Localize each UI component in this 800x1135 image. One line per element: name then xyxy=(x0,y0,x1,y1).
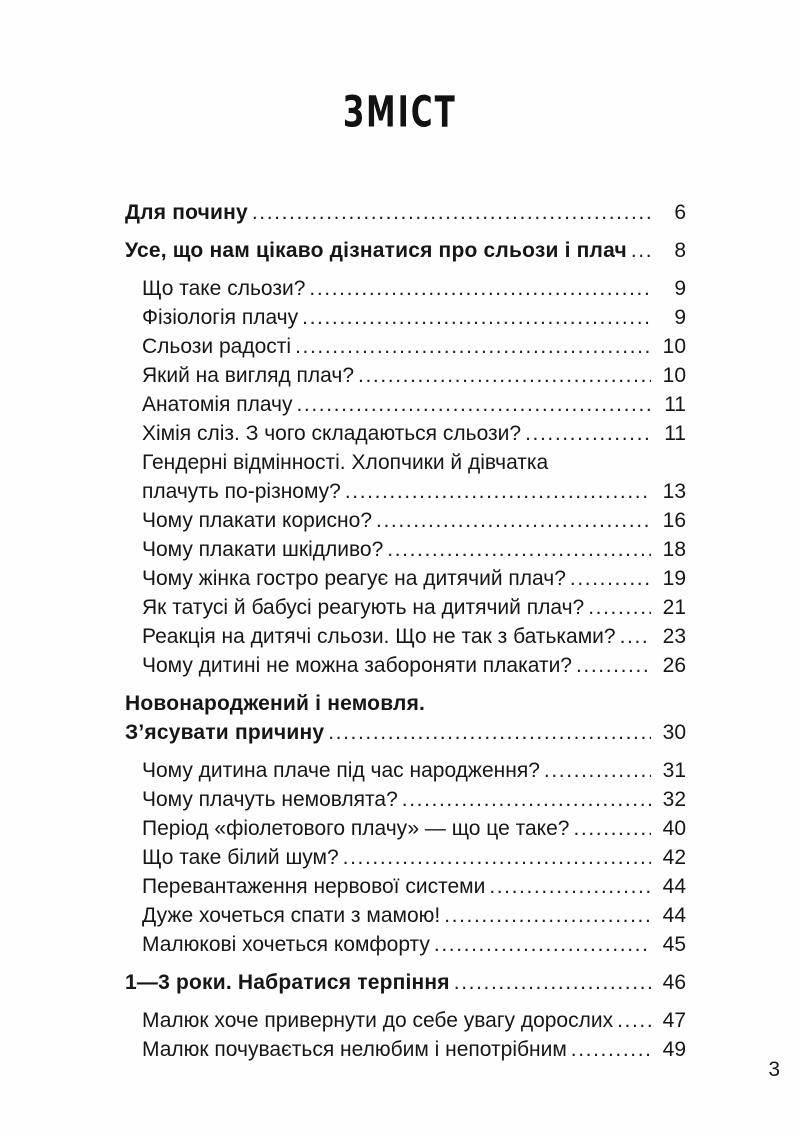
toc-entry-label: Період «фіолетового плачу» — що це таке? xyxy=(142,817,570,840)
toc-entry xyxy=(125,689,686,718)
toc-entry-label: Реакція на дитячі сльози. Що не так з батьками? xyxy=(142,625,616,648)
toc-entry xyxy=(125,872,686,901)
toc-entry xyxy=(125,843,686,872)
toc-entry-label: З’ясувати причину xyxy=(125,721,325,744)
toc-entry xyxy=(125,477,686,506)
toc-entry-page: 9 xyxy=(674,277,686,300)
toc-dot-leader xyxy=(450,968,651,997)
toc-dot-leader xyxy=(584,593,651,622)
toc-entry xyxy=(125,968,686,997)
toc-dot-leader xyxy=(341,477,651,506)
toc-entry-page: 11 xyxy=(664,393,686,416)
toc-entry-page: 21 xyxy=(662,596,686,619)
toc-dot-leader xyxy=(298,303,651,332)
page-number: 3 xyxy=(768,1058,780,1081)
toc-entry-page: 46 xyxy=(662,971,686,994)
toc-entry-page: 32 xyxy=(662,788,686,811)
toc-entry xyxy=(125,651,686,680)
toc-entry-label: Анатомія плачу xyxy=(142,393,293,416)
toc-entry-label: Хімія сліз. З чого складаються сльози? xyxy=(142,422,522,445)
toc-entry-page: 11 xyxy=(664,422,686,445)
toc-entry-page: 19 xyxy=(662,567,686,590)
toc-entry-page: 9 xyxy=(674,306,686,329)
toc-entry xyxy=(125,274,686,303)
toc-list xyxy=(125,198,686,1064)
toc-entry xyxy=(125,506,686,535)
toc-entry-label: Що таке сльози? xyxy=(142,277,306,300)
toc-entry-label: Новонароджений і немовля. xyxy=(125,692,426,715)
toc-entry xyxy=(125,564,686,593)
toc-entry-label: Дуже хочеться спати з мамою! xyxy=(142,904,441,927)
toc-entry-label: Чому дитина плаче під час народження? xyxy=(142,759,540,782)
page-title: ЗМІСТ xyxy=(343,86,457,138)
toc-dot-leader xyxy=(291,332,651,361)
toc-entry xyxy=(125,419,686,448)
toc-dot-leader xyxy=(567,1035,651,1064)
toc-dot-leader xyxy=(398,785,651,814)
toc-entry-label: Малюкові хочеться комфорту xyxy=(142,933,430,956)
toc-dot-leader xyxy=(521,419,651,448)
toc-entry xyxy=(125,814,686,843)
toc-entry-page: 10 xyxy=(662,335,686,358)
toc-dot-leader xyxy=(383,535,651,564)
toc-entry-page: 26 xyxy=(662,654,686,677)
toc-entry-label: 1—3 роки. Набратися терпіння xyxy=(125,971,450,994)
toc-entry-label: Гендерні відмінності. Хлопчики й дівчатка xyxy=(142,451,549,474)
toc-dot-leader xyxy=(305,274,651,303)
toc-entry-label: Сльози радості xyxy=(142,335,292,358)
toc-entry-label: Усе, що нам цікаво дізнатися про сльози і плач xyxy=(125,239,627,262)
toc-entry-page: 31 xyxy=(662,759,686,782)
toc-entry xyxy=(125,361,686,390)
toc-dot-leader xyxy=(569,814,651,843)
toc-entry-label: Чому плакати корисно? xyxy=(142,509,373,532)
toc-dot-leader xyxy=(339,843,651,872)
toc-entry-page: 30 xyxy=(662,721,686,744)
toc-entry-label: Малюк почувається нелюбим і непотрібним xyxy=(142,1038,567,1061)
toc-entry-page: 23 xyxy=(662,625,686,648)
toc-dot-leader xyxy=(540,756,651,785)
toc-entry-page: 44 xyxy=(662,904,686,927)
toc-entry xyxy=(125,622,686,651)
toc-entry-label: Який на вигляд плач? xyxy=(142,364,355,387)
toc-entry xyxy=(125,1035,686,1064)
toc-entry-page: 6 xyxy=(674,201,686,224)
toc-entry xyxy=(125,332,686,361)
toc-entry-page: 16 xyxy=(662,509,686,532)
toc-dot-leader xyxy=(430,930,651,959)
toc-entry xyxy=(125,901,686,930)
toc-entry-label: Для почину xyxy=(125,201,248,224)
toc-entry-page: 42 xyxy=(662,846,686,869)
toc-dot-leader xyxy=(627,236,651,265)
toc-dot-leader xyxy=(354,361,651,390)
toc-entry xyxy=(125,303,686,332)
toc-entry xyxy=(125,930,686,959)
toc-entry xyxy=(125,198,686,227)
toc-entry-label: Чому дитині не можна забороняти плакати? xyxy=(142,654,572,677)
toc-entry xyxy=(125,718,686,747)
toc-dot-leader xyxy=(566,564,651,593)
toc-entry-page: 8 xyxy=(674,239,686,262)
toc-dot-leader xyxy=(572,651,651,680)
toc-entry-label: Чому плачуть немовлята? xyxy=(142,788,398,811)
toc-entry xyxy=(125,236,686,265)
toc-entry-page: 13 xyxy=(662,480,686,503)
toc-dot-leader xyxy=(324,718,651,747)
toc-entry-label: Перевантаження нервової системи xyxy=(142,875,486,898)
toc-entry xyxy=(125,756,686,785)
toc-entry xyxy=(125,1006,686,1035)
toc-entry-page: 45 xyxy=(662,933,686,956)
toc-entry-label: Чому плакати шкідливо? xyxy=(142,538,384,561)
toc-dot-leader xyxy=(372,506,651,535)
toc-entry-page: 47 xyxy=(662,1009,686,1032)
toc-entry xyxy=(125,593,686,622)
toc-dot-leader xyxy=(616,622,651,651)
toc-entry-page: 49 xyxy=(662,1038,686,1061)
toc-dot-leader xyxy=(485,872,651,901)
toc-dot-leader xyxy=(292,390,651,419)
toc-dot-leader xyxy=(613,1006,651,1035)
toc-entry xyxy=(125,448,686,477)
toc-dot-leader xyxy=(440,901,651,930)
toc-entry xyxy=(125,785,686,814)
toc-dot-leader xyxy=(248,198,651,227)
toc-entry-label: Малюк хоче привернути до себе увагу дорослих xyxy=(142,1009,614,1032)
toc-entry-page: 10 xyxy=(662,364,686,387)
toc-entry-label: плачуть по-різному? xyxy=(142,480,341,503)
toc-entry xyxy=(125,535,686,564)
toc-entry xyxy=(125,390,686,419)
toc-entry-label: Чому жінка гостро реагує на дитячий плач? xyxy=(142,567,566,590)
toc-entry-page: 18 xyxy=(662,538,686,561)
toc-entry-label: Фізіологія плачу xyxy=(142,306,299,329)
toc-entry-page: 44 xyxy=(662,875,686,898)
toc-entry-page: 40 xyxy=(662,817,686,840)
toc-entry-label: Як татусі й бабусі реагують на дитячий плач? xyxy=(142,596,585,619)
toc-entry-label: Що таке білий шум? xyxy=(142,846,339,869)
